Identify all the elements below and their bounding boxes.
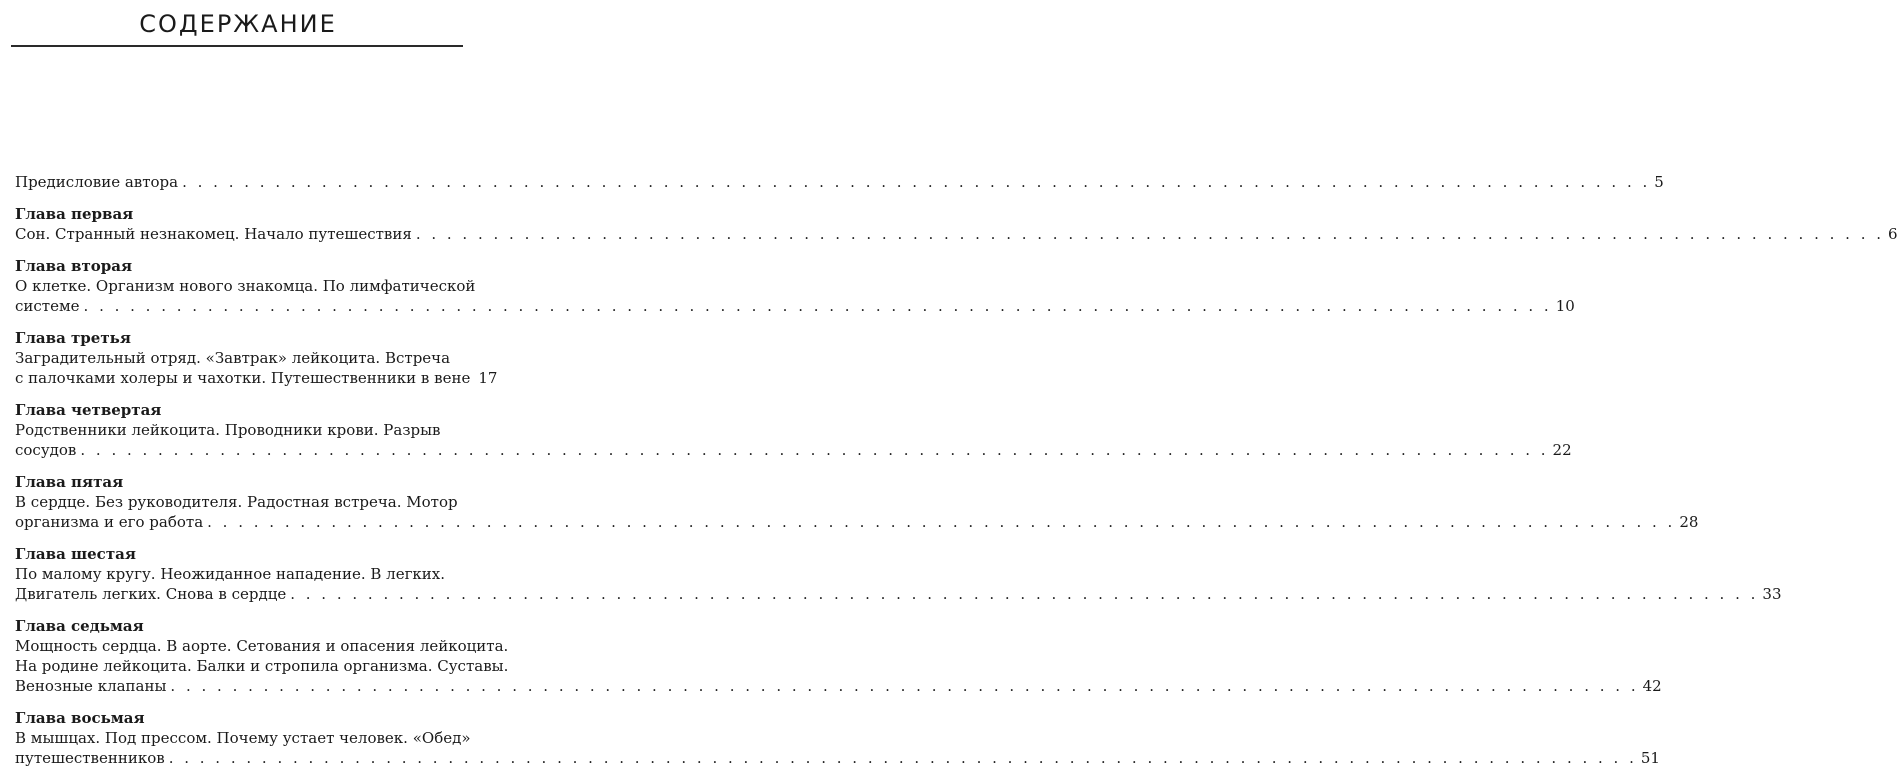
page-title: СОДЕРЖАНИЕ <box>139 10 337 38</box>
toc-entry <box>15 204 1898 244</box>
toc-entry <box>15 544 1782 604</box>
dot-leader <box>207 512 1675 532</box>
toc-entry-line <box>15 676 1662 696</box>
toc-entry-line <box>15 512 1699 532</box>
toc-entry-text: Венозные клапаны <box>15 677 167 695</box>
chapter-heading: Глава восьмая <box>15 709 145 727</box>
dot-leader <box>169 748 1637 768</box>
dot-leader <box>170 676 1638 696</box>
toc-entry-text: путешественников <box>15 749 165 767</box>
dot-leader <box>290 584 1758 604</box>
toc-entry-text: системе <box>15 297 80 315</box>
chapter-heading: Глава шестая <box>15 545 136 563</box>
page-number: 33 <box>1762 585 1782 603</box>
toc-entry-line <box>15 584 1782 604</box>
page-number: 51 <box>1640 749 1660 767</box>
page-number: 42 <box>1642 677 1662 695</box>
toc-entry-line <box>15 172 1664 192</box>
toc-entry <box>15 400 1572 460</box>
toc-entry-text: Сон. Странный незнакомец. Начало путешествия <box>15 225 412 243</box>
toc-entry-text: организма и его работа <box>15 513 204 531</box>
chapter-heading: Глава четвертая <box>15 401 162 419</box>
toc-entry-text: В сердце. Без руководителя. Радостная встреча. Мотор <box>15 493 458 511</box>
toc-entry-line <box>15 296 1575 316</box>
chapter-heading: Глава пятая <box>15 473 124 491</box>
page-number: 22 <box>1552 441 1572 459</box>
page-number: 17 <box>478 369 498 387</box>
toc-entry-line <box>15 440 1572 460</box>
toc-entry <box>15 256 1575 316</box>
chapter-heading: Глава третья <box>15 329 131 347</box>
toc-entry-text: По малому кругу. Неожиданное нападение. В легких. <box>15 565 446 583</box>
toc-entry <box>15 708 1660 768</box>
table-of-contents <box>15 172 1898 768</box>
toc-entry-text: На родине лейкоцита. Балки и стропила организма. Суставы. <box>15 657 509 675</box>
title-divider <box>11 45 463 47</box>
dot-leader <box>182 172 1650 192</box>
page-number: 10 <box>1555 297 1575 315</box>
toc-entry-line <box>15 748 1660 768</box>
toc-entry-text: сосудов <box>15 441 77 459</box>
toc-entry-text: Заградительный отряд. «Завтрак» лейкоцита. Встреча <box>15 349 451 367</box>
toc-entry-text: Двигатель легких. Снова в сердце <box>15 585 287 603</box>
page-number: 28 <box>1679 513 1699 531</box>
chapter-heading: Глава первая <box>15 205 134 223</box>
chapter-heading: Глава вторая <box>15 257 133 275</box>
dot-leader <box>84 296 1552 316</box>
toc-entry-text: с палочками холеры и чахотки. Путешественники в вене <box>15 369 471 387</box>
toc-entry <box>15 616 1662 696</box>
toc-entry-text: Родственники лейкоцита. Проводники крови. Разрыв <box>15 421 441 439</box>
dot-leader <box>416 224 1884 244</box>
toc-entry-text: В мышцах. Под прессом. Почему устает человек. «Обед» <box>15 729 471 747</box>
page-number: 6 <box>1888 225 1898 243</box>
page-number: 5 <box>1654 173 1664 191</box>
toc-entry <box>15 172 1664 192</box>
toc-entry <box>15 328 498 388</box>
toc-entry-line <box>15 368 498 388</box>
toc-entry <box>15 472 1699 532</box>
toc-entry-text: Мощность сердца. В аорте. Сетования и опасения лейкоцита. <box>15 637 509 655</box>
toc-entry-line <box>15 224 1898 244</box>
toc-entry-text: Предисловие автора <box>15 173 179 191</box>
toc-entry-text: О клетке. Организм нового знакомца. По лимфатической <box>15 277 476 295</box>
dot-leader <box>80 440 1548 460</box>
chapter-heading: Глава седьмая <box>15 617 144 635</box>
